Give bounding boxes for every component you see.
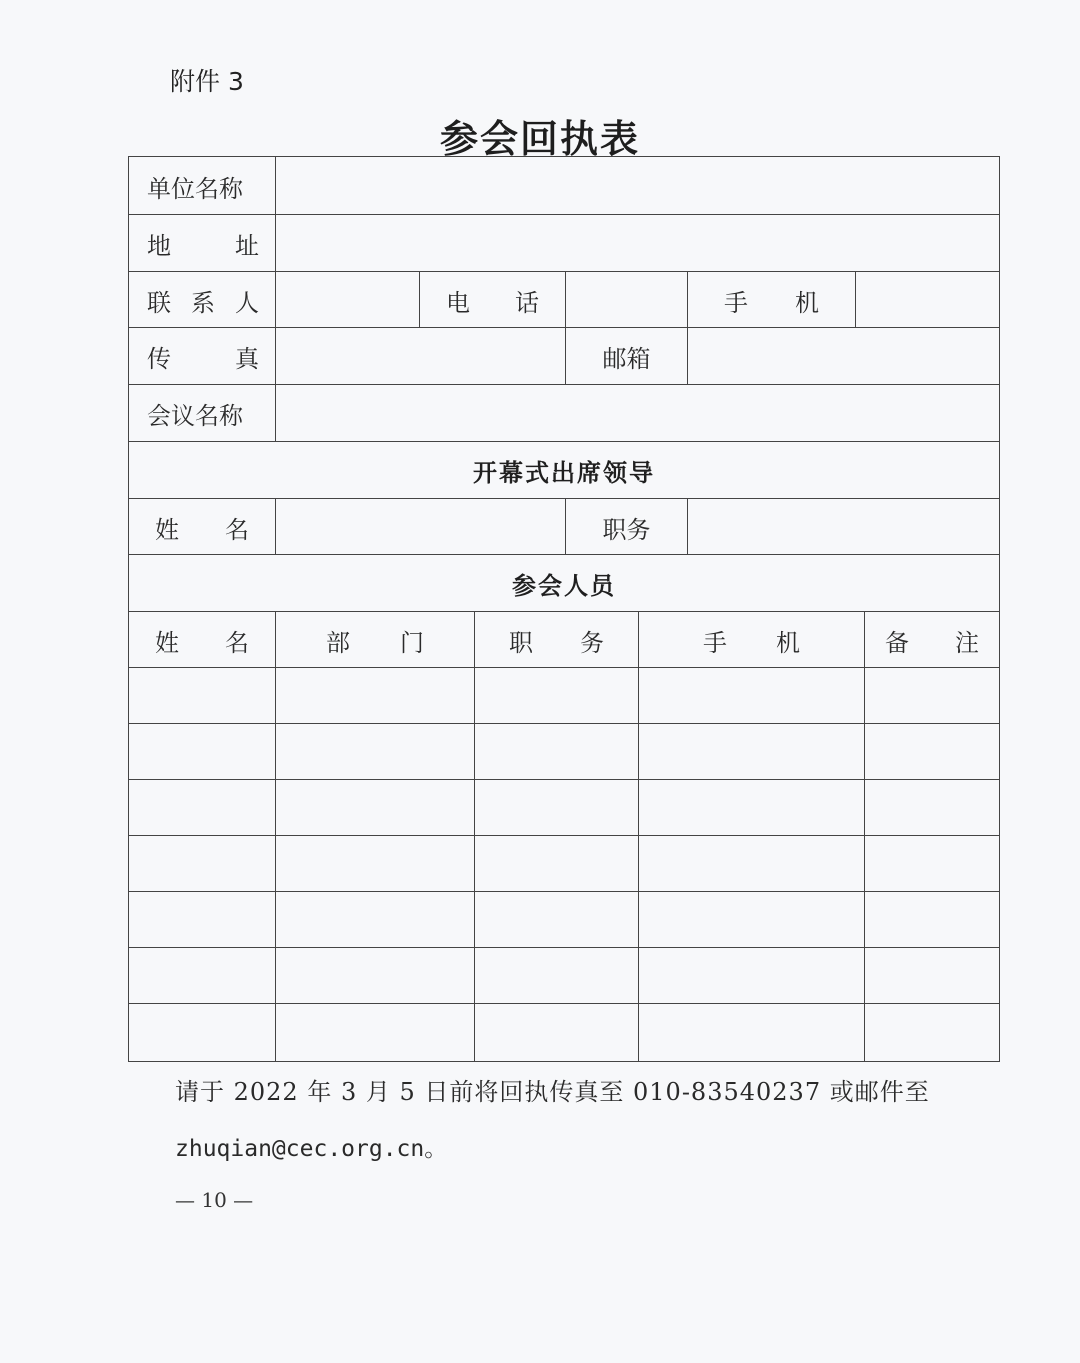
phone-field[interactable]: [565, 272, 687, 328]
row-leader-section: [129, 441, 999, 498]
attendee-name-cell[interactable]: [129, 780, 275, 836]
leader-name-field[interactable]: [275, 499, 565, 555]
attendee-department-cell[interactable]: [275, 892, 474, 948]
attendee-name-cell[interactable]: [129, 836, 275, 892]
attendee-mobile-cell[interactable]: [638, 948, 864, 1004]
attendee-department-cell[interactable]: [275, 948, 474, 1004]
attendee-mobile-cell[interactable]: [638, 668, 864, 724]
fax-field[interactable]: [275, 328, 565, 384]
col-header-position: 职 务: [474, 612, 638, 668]
attendee-position-cell[interactable]: [474, 668, 638, 724]
attendee-mobile-cell[interactable]: [638, 1004, 864, 1061]
attendee-row: [129, 891, 999, 948]
leader-position-field[interactable]: [687, 499, 999, 555]
attendee-position-cell[interactable]: [474, 892, 638, 948]
attendee-position-cell[interactable]: [474, 948, 638, 1004]
attendee-position-cell[interactable]: [474, 724, 638, 780]
attachment-label: 附件 3: [170, 67, 244, 96]
attendee-name-cell[interactable]: [129, 724, 275, 780]
leader-section-heading: 开幕式出席领导: [473, 458, 655, 487]
col-header-mobile: 手 机: [638, 612, 864, 668]
attendee-department-cell[interactable]: [275, 724, 474, 780]
attendee-row: [129, 835, 999, 892]
leader-name-label: 姓 名: [155, 515, 249, 544]
attendee-row: [129, 667, 999, 724]
unit-name-label: 单位名称: [147, 174, 243, 203]
attendee-mobile-cell[interactable]: [638, 836, 864, 892]
col-header-remarks: 备 注: [864, 612, 999, 668]
leader-position-label: 职务: [565, 499, 687, 555]
attendee-mobile-cell[interactable]: [638, 724, 864, 780]
phone-label: 电 话: [419, 272, 565, 328]
attendee-remarks-cell[interactable]: [864, 668, 999, 724]
attendee-name-cell[interactable]: [129, 668, 275, 724]
attendee-row: [129, 1003, 999, 1061]
row-address: [129, 214, 999, 271]
attendee-position-cell[interactable]: [474, 780, 638, 836]
attendee-position-cell[interactable]: [474, 836, 638, 892]
col-header-name: 姓 名: [155, 628, 249, 657]
attendee-name-cell[interactable]: [129, 892, 275, 948]
submission-note: 请于 2022 年 3 月 5 日前将回执传真至 010-83540237 或邮件至: [175, 1078, 930, 1106]
col-header-department: 部 门: [275, 612, 474, 668]
attendee-row: [129, 723, 999, 780]
attendee-name-cell[interactable]: [129, 948, 275, 1004]
attendees-header-row: [129, 611, 999, 668]
row-meeting-name: [129, 384, 999, 441]
attendee-remarks-cell[interactable]: [864, 836, 999, 892]
address-field[interactable]: [275, 215, 999, 271]
attendee-remarks-cell[interactable]: [864, 780, 999, 836]
mobile-field[interactable]: [855, 272, 999, 328]
mobile-label: 手 机: [687, 272, 855, 328]
fax-label: 传 真: [147, 344, 259, 373]
form-title: 参会回执表: [439, 116, 640, 161]
reply-form-table: [128, 156, 1000, 1062]
contact-field[interactable]: [275, 272, 419, 328]
submission-email: zhuqian@cec.org.cn。: [175, 1136, 448, 1162]
attendee-department-cell[interactable]: [275, 1004, 474, 1061]
attendee-row: [129, 947, 999, 1004]
row-leader: [129, 498, 999, 555]
email-field[interactable]: [687, 328, 999, 384]
attendee-mobile-cell[interactable]: [638, 780, 864, 836]
row-unit-name: [129, 157, 999, 215]
meeting-name-field[interactable]: [275, 385, 999, 441]
attendees-section-heading: 参会人员: [512, 571, 616, 600]
attendee-name-cell[interactable]: [129, 1004, 275, 1061]
row-attendees-section: [129, 554, 999, 611]
attendee-department-cell[interactable]: [275, 836, 474, 892]
address-label: 地 址: [147, 231, 259, 260]
attendee-department-cell[interactable]: [275, 668, 474, 724]
meeting-name-label: 会议名称: [147, 401, 243, 430]
attendee-mobile-cell[interactable]: [638, 892, 864, 948]
email-label: 邮箱: [565, 328, 687, 384]
attendee-remarks-cell[interactable]: [864, 892, 999, 948]
attendee-row: [129, 779, 999, 836]
attendee-remarks-cell[interactable]: [864, 724, 999, 780]
attendee-position-cell[interactable]: [474, 1004, 638, 1061]
row-fax: [129, 327, 999, 384]
attendee-department-cell[interactable]: [275, 780, 474, 836]
unit-name-field[interactable]: [275, 157, 999, 215]
page-number: — 10 —: [175, 1188, 254, 1212]
attendee-remarks-cell[interactable]: [864, 948, 999, 1004]
attendee-remarks-cell[interactable]: [864, 1004, 999, 1061]
row-contact: [129, 271, 999, 328]
contact-label: 联 系 人: [147, 288, 259, 317]
